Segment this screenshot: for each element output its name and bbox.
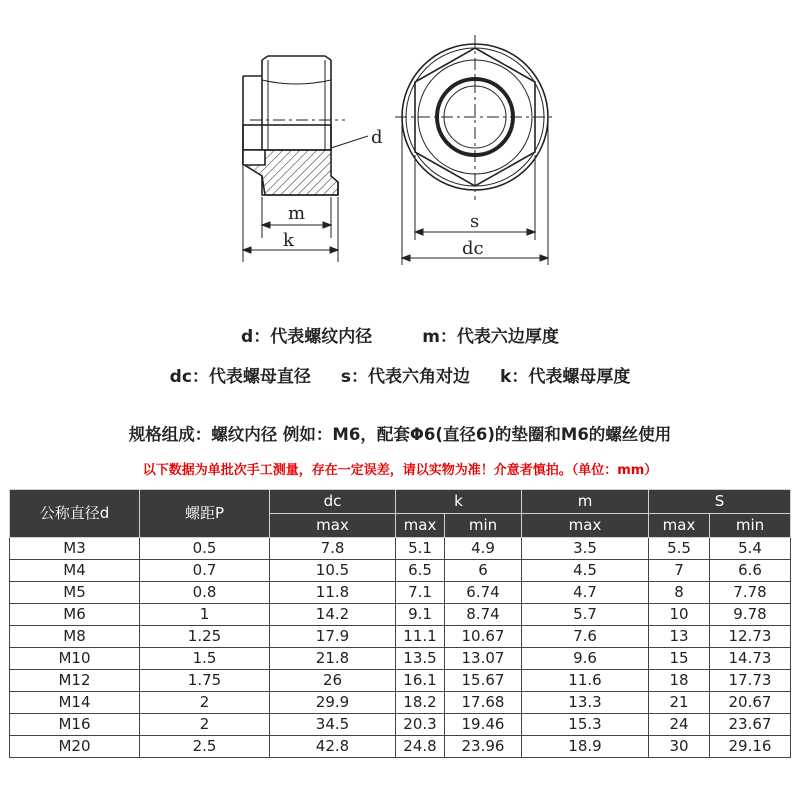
header-row-top <box>10 490 791 514</box>
table-cell: 8 <box>649 582 710 604</box>
table-row <box>10 670 791 692</box>
table-cell: 10.5 <box>270 560 396 582</box>
table-cell: M20 <box>10 736 140 758</box>
table-cell: 17.68 <box>445 692 522 714</box>
table-cell: M14 <box>10 692 140 714</box>
spec-note: 规格组成：螺纹内径 例如：M6，配套Φ6(直径6)的垫圈和M6的螺丝使用 <box>128 425 672 444</box>
table-cell: 7.1 <box>396 582 445 604</box>
table-cell: 5.1 <box>396 538 445 560</box>
table-cell: 23.67 <box>710 714 791 736</box>
table-row <box>10 538 791 560</box>
table-cell: 1.25 <box>140 626 270 648</box>
table-cell: 0.7 <box>140 560 270 582</box>
header-pitch: 螺距P <box>140 490 270 538</box>
table-cell: 4.7 <box>522 582 649 604</box>
table-cell: 9.1 <box>396 604 445 626</box>
legend-line-1 <box>0 322 800 347</box>
table-cell: 10 <box>649 604 710 626</box>
table-cell: 29.16 <box>710 736 791 758</box>
table-cell: 23.96 <box>445 736 522 758</box>
table-cell: M4 <box>10 560 140 582</box>
table-row <box>10 736 791 758</box>
table-cell: 9.6 <box>522 648 649 670</box>
label-d: d <box>371 127 383 148</box>
subheader-dc-max: max <box>270 514 396 538</box>
disclaimer: 以下数据为单批次手工测量，存在一定误差，请以实物为准！介意者慎拍。（单位：mm） <box>142 463 658 478</box>
table-cell: 5.4 <box>710 538 791 560</box>
table-cell: 34.5 <box>270 714 396 736</box>
table-cell: 13.07 <box>445 648 522 670</box>
table-body <box>10 538 791 758</box>
subheader-s-max: max <box>649 514 710 538</box>
header-s: S <box>649 490 791 514</box>
table-cell: 4.5 <box>522 560 649 582</box>
table-cell: 6 <box>445 560 522 582</box>
table-cell: 5.7 <box>522 604 649 626</box>
table-cell: 3.5 <box>522 538 649 560</box>
table-cell: 17.73 <box>710 670 791 692</box>
label-dc: dc <box>462 238 484 259</box>
table-cell: 30 <box>649 736 710 758</box>
table-cell: 12.73 <box>710 626 791 648</box>
table-cell: 24.8 <box>396 736 445 758</box>
legend-d: d：代表螺纹内径 <box>241 327 373 347</box>
table-cell: M12 <box>10 670 140 692</box>
table-cell: 1.5 <box>140 648 270 670</box>
table-cell: 7.78 <box>710 582 791 604</box>
table-cell: 11.8 <box>270 582 396 604</box>
table-cell: 8.74 <box>445 604 522 626</box>
table-cell: 7 <box>649 560 710 582</box>
subheader-k-min: min <box>445 514 522 538</box>
table-cell: 15 <box>649 648 710 670</box>
table-cell: 10.67 <box>445 626 522 648</box>
label-m: m <box>288 203 306 224</box>
label-s: s <box>470 211 480 232</box>
table-cell: 6.5 <box>396 560 445 582</box>
table-cell: 11.1 <box>396 626 445 648</box>
table-row <box>10 692 791 714</box>
table-cell: 29.9 <box>270 692 396 714</box>
legend-m: m：代表六边厚度 <box>422 327 559 347</box>
legend-dc: dc：代表螺母直径 <box>169 367 311 387</box>
table-cell: 13 <box>649 626 710 648</box>
subheader-m-max: max <box>522 514 649 538</box>
table-cell: 9.78 <box>710 604 791 626</box>
subheader-k-max: max <box>396 514 445 538</box>
table-cell: M10 <box>10 648 140 670</box>
legend-s: s：代表六角对边 <box>340 367 471 387</box>
table-cell: 24 <box>649 714 710 736</box>
table-cell: 13.5 <box>396 648 445 670</box>
flange-nut-drawing <box>0 0 800 300</box>
side-view <box>243 56 338 195</box>
table-cell: 21 <box>649 692 710 714</box>
table-cell: 20.3 <box>396 714 445 736</box>
table-row <box>10 560 791 582</box>
table-cell: 1.75 <box>140 670 270 692</box>
table-cell: 14.2 <box>270 604 396 626</box>
table-cell: 18.2 <box>396 692 445 714</box>
table-cell: 5.5 <box>649 538 710 560</box>
table-cell: 1 <box>140 604 270 626</box>
table-row <box>10 626 791 648</box>
table-cell: 2.5 <box>140 736 270 758</box>
table-cell: 26 <box>270 670 396 692</box>
table-cell: 20.67 <box>710 692 791 714</box>
table-cell: M8 <box>10 626 140 648</box>
table-cell: 2 <box>140 714 270 736</box>
table-cell: 15.3 <box>522 714 649 736</box>
table-cell: 21.8 <box>270 648 396 670</box>
table-cell: 16.1 <box>396 670 445 692</box>
table-cell: 0.8 <box>140 582 270 604</box>
table-cell: 2 <box>140 692 270 714</box>
table-cell: M3 <box>10 538 140 560</box>
table-cell: 13.3 <box>522 692 649 714</box>
header-k: k <box>396 490 522 514</box>
table-cell: 6.6 <box>710 560 791 582</box>
table-cell: M6 <box>10 604 140 626</box>
table-row <box>10 648 791 670</box>
header-dc: dc <box>270 490 396 514</box>
table-cell: 19.46 <box>445 714 522 736</box>
table-cell: 42.8 <box>270 736 396 758</box>
table-row <box>10 582 791 604</box>
table-cell: 17.9 <box>270 626 396 648</box>
table-cell: 11.6 <box>522 670 649 692</box>
table-row <box>10 604 791 626</box>
table-row <box>10 714 791 736</box>
table-cell: 15.67 <box>445 670 522 692</box>
spec-table <box>9 489 791 758</box>
table-cell: 18 <box>649 670 710 692</box>
table-cell: M16 <box>10 714 140 736</box>
header-nominal-diameter: 公称直径d <box>10 490 140 538</box>
legend-k: k：代表螺母厚度 <box>500 367 631 387</box>
table-cell: 6.74 <box>445 582 522 604</box>
table-cell: 18.9 <box>522 736 649 758</box>
label-k: k <box>283 230 294 251</box>
legend-line-2 <box>0 362 800 387</box>
header-m: m <box>522 490 649 514</box>
table-cell: 7.8 <box>270 538 396 560</box>
table-cell: 4.9 <box>445 538 522 560</box>
table-cell: 7.6 <box>522 626 649 648</box>
table-cell: M5 <box>10 582 140 604</box>
table-cell: 0.5 <box>140 538 270 560</box>
table-cell: 14.73 <box>710 648 791 670</box>
subheader-s-min: min <box>710 514 791 538</box>
